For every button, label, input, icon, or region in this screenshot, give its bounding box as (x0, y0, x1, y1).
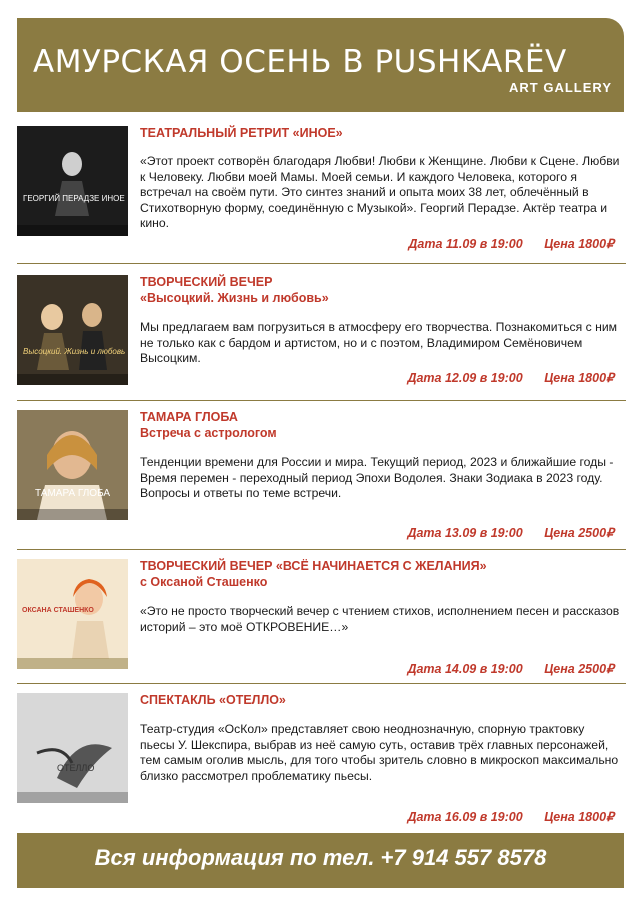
event-meta (389, 370, 614, 385)
poster-portrait-icon (17, 410, 128, 520)
event-card-4 (17, 559, 626, 679)
event-meta (389, 525, 614, 540)
event-title: ТЕАТРАЛЬНЫЙ РЕТРИТ «ИНОЕ» (140, 126, 343, 140)
event-description: «Этот проект сотворён благодаря Любви! Любви к Женщине. Любви к Сцене. Любви к Человеку. Любви моей Мамы. Моей семьи. И каждого Человека, которого я встречал на своём пути. Это синтез знаний и опыта моих 38 лет, облечённый в Стихотворную форму, соединённую с Музыкой». Георгий Перадзе. Актёр театра и кино. (140, 154, 620, 230)
footer-banner (17, 833, 624, 888)
event-card-2 (17, 275, 626, 390)
poster-figures-icon (17, 275, 128, 385)
poster-caption: ОТЕЛЛО (57, 763, 95, 773)
event-poster-image (17, 275, 128, 385)
poster-caption: ГЕОРГИЙ ПЕРАДЗЕ ИНОЕ (23, 194, 125, 203)
divider (17, 263, 626, 264)
event-price: Цена 2500₽ (544, 662, 614, 676)
event-poster-image (17, 410, 128, 520)
event-price: Цена 1800₽ (544, 810, 614, 824)
event-description: «Это не просто творческий вечер с чтением стихов, исполнением песен и рассказов историй – это моё ОТКРОВЕНИЕ…» (140, 604, 620, 634)
event-date: Дата 16.09 в 19:00 (407, 810, 523, 824)
event-card-5 (17, 693, 626, 825)
poster-portrait-icon (17, 559, 128, 669)
event-price: Цена 2500₽ (544, 526, 614, 540)
poster-footer (17, 225, 128, 236)
divider (17, 400, 626, 401)
poster-caption: ТАМАРА ГЛОБА (35, 488, 111, 499)
event-description: Мы предлагаем вам погрузиться в атмосферу его творчества. Познакомиться с ним не только как с бардом и артистом, но и с поэтом, Владимиром Семёновичем Высоцким. (140, 320, 618, 365)
event-date: Дата 14.09 в 19:00 (407, 662, 523, 676)
divider (17, 683, 626, 684)
event-date: Дата 11.09 в 19:00 (408, 237, 523, 251)
poster-footer (17, 374, 128, 385)
event-subtitle: «Высоцкий. Жизнь и любовь» (140, 291, 329, 305)
event-description: Театр-студия «ОсКол» представляет свою неоднозначную, спорную трактовку пьесы У. Шекспира, выбрав из неё самую суть, оставив трёх главных персонажей, тем самым оголив мысль, для того чтобы зритель словно в микроскоп максимально близко рассмотрел проблематику пьесы. (140, 722, 619, 783)
footer-contact-text: Вся информация по тел. +7 914 557 8578 (94, 845, 547, 870)
poster-art-icon (17, 693, 128, 803)
divider (17, 549, 626, 550)
event-subtitle: Встреча с астрологом (140, 426, 277, 440)
event-title: СПЕКТАКЛЬ «ОТЕЛЛО» (140, 693, 286, 707)
poster-caption: Высоцкий. Жизнь и любовь (23, 347, 126, 356)
poster-footer (17, 792, 128, 803)
event-subtitle: с Оксаной Сташенко (140, 575, 268, 589)
event-poster-image (17, 126, 128, 236)
event-meta (389, 661, 614, 676)
event-meta (389, 809, 614, 824)
event-poster-image (17, 559, 128, 669)
event-title: ТВОРЧЕСКИЙ ВЕЧЕР «ВСЁ НАЧИНАЕТСЯ С ЖЕЛАНИЯ» (140, 559, 487, 573)
poster-caption: ОКСАНА СТАШЕНКО (22, 607, 94, 614)
event-date: Дата 13.09 в 19:00 (407, 526, 523, 540)
event-title: ТАМАРА ГЛОБА (140, 410, 238, 424)
event-card-3 (17, 410, 626, 540)
event-price: Цена 1800₽ (544, 237, 614, 251)
event-description: Тенденции времени для России и мира. Текущий период, 2023 и ближайшие годы - Время перемен - переходный период Эпохи Водолея. Знаки Зодиака в 2023 году. Вопросы и ответы по теме встречи. (140, 455, 614, 500)
page-title: АМУРСКАЯ ОСЕНЬ В PUSHKARЁV (33, 44, 567, 80)
event-date: Дата 12.09 в 19:00 (407, 371, 523, 385)
header-banner (17, 18, 624, 112)
poster-footer (17, 658, 128, 669)
event-meta (390, 236, 614, 251)
event-title: ТВОРЧЕСКИЙ ВЕЧЕР (140, 275, 273, 289)
page-subtitle: ART GALLERY (509, 80, 612, 95)
poster-figure-icon (17, 126, 128, 236)
event-poster-image (17, 693, 128, 803)
event-card-1 (17, 126, 626, 251)
event-price: Цена 1800₽ (544, 371, 614, 385)
poster-footer (17, 509, 128, 520)
